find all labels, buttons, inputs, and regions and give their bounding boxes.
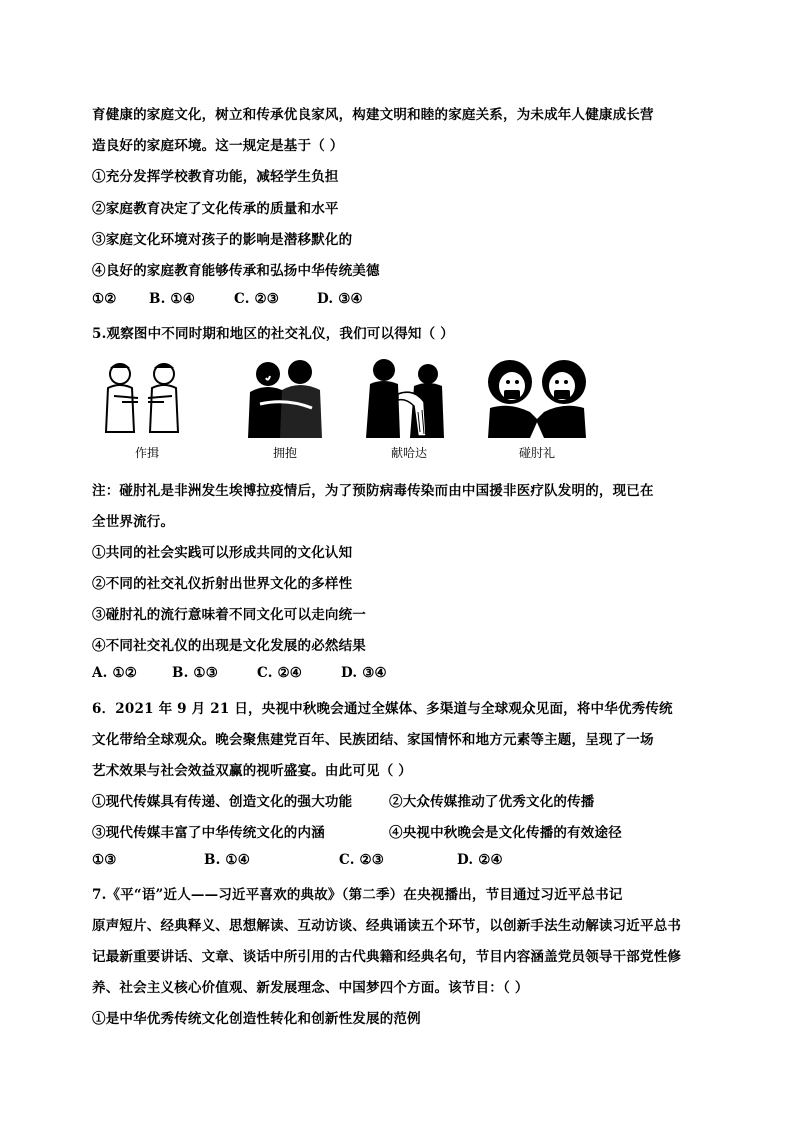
q6-stem-line-1: 6．2021 年 9 月 21 日，央视中秋晚会通过全媒体、多渠道与全球观众见面，将中华优秀传统 [92,701,673,717]
xianhada-illustration [354,352,464,442]
q4-option-b: B. ①④ [149,291,196,307]
q7-stem-line-1: 7.《平“语”近人——习近平喜欢的典故》（第二季）在央视播出，节目通过习近平总书记 [92,887,623,903]
q4-option-c: C. ②③ [234,291,280,307]
intro-line-1: 育健康的家庭文化，树立和传承优良家风，构建文明和睦的家庭关系，为未成年人健康成长营 [92,107,654,123]
q4-statement-1: ①充分发挥学校教育功能，减轻学生负担 [92,169,339,185]
q7-stem-line-2: 原声短片、经典释义、思想解读、互动访谈、经典诵读五个环节，以创新手法生动解读习近平总书 [92,918,682,934]
q6-statements-row-2 [92,821,622,841]
caption-pengzhouli: 碰肘礼 [518,446,555,460]
xianhada-panel [354,352,464,462]
q5-note-line-1: 注：碰肘礼是非洲发生埃博拉疫情后，为了预防病毒传染而由中国援非医疗队发明的，现已在 [92,483,654,499]
pengzhouli-panel [482,352,592,462]
q4-options [92,291,363,307]
q5-stem: 5.观察图中不同时期和地区的社交礼仪，我们可以得知（ ） [92,326,454,342]
q5-statement-4: ④不同社交礼仪的出现是文化发展的必然结果 [92,638,366,654]
q7-stem-line-3: 记最新重要讲话、文章、谈话中所引用的古代典籍和经典名句，节目内容涵盖党员领导干部党性修 [92,949,682,965]
q6-option-a: ①③ [92,852,117,868]
q5-note-line-2: 全世界流行。 [92,514,175,530]
q5-options [92,665,387,681]
caption-xianhada: 献哈达 [390,446,427,460]
q5-statement-3: ③碰肘礼的流行意味着不同文化可以走向统一 [92,607,366,623]
q6-stem-line-2: 文化带给全球观众。晚会聚焦建党百年、民族团结、家国情怀和地方元素等主题，呈现了一场 [92,732,654,748]
zuoyi-illustration [92,352,202,442]
caption-zuoyi: 作揖 [134,446,159,460]
q4-option-a: ①② [92,291,117,307]
q6-statement-2: ②大众传媒推动了优秀文化的传播 [389,794,595,810]
q6-statement-4: ④央视中秋晚会是文化传播的有效途径 [389,825,622,841]
zuoyi-panel [92,352,202,462]
yongbao-panel [230,352,340,462]
q6-statement-3: ③现代传媒丰富了中华传统文化的内涵 [92,825,325,841]
q6-options [92,852,503,868]
yongbao-illustration [230,352,340,442]
q5-option-c: C. ②④ [257,665,303,681]
q6-statement-1: ①现代传媒具有传递、创造文化的强大功能 [92,794,353,810]
q6-statements-row-1 [92,790,595,810]
q6-option-c: C. ②③ [339,852,385,868]
intro-line-2: 造良好的家庭环境。这一规定是基于（ ） [92,138,344,154]
caption-yongbao: 拥抱 [272,446,297,460]
q5-option-d: D. ③④ [341,665,387,681]
q4-statement-3: ③家庭文化环境对孩子的影响是潜移默化的 [92,232,353,248]
q6-option-d: D. ②④ [457,852,503,868]
q5-statement-1: ①共同的社会实践可以形成共同的文化认知 [92,545,353,561]
pengzhouli-illustration [482,352,592,442]
q4-option-d: D. ③④ [317,291,363,307]
q5-option-b: B. ①③ [172,665,219,681]
etiquette-figure [92,352,612,462]
q6-option-b: B. ①④ [204,852,251,868]
q6-stem-line-3: 艺术效果与社会效益双赢的视听盛宴。由此可见（ ） [92,763,412,779]
q4-statement-4: ④良好的家庭教育能够传承和弘扬中华传统美德 [92,263,380,279]
q4-statement-2: ②家庭教育决定了文化传承的质量和水平 [92,201,339,217]
q5-statement-2: ②不同的社交礼仪折射出世界文化的多样性 [92,576,353,592]
q5-option-a: A. ①② [92,665,138,681]
q7-statement-1: ①是中华优秀传统文化创造性转化和创新性发展的范例 [92,1011,421,1027]
q7-stem-line-4: 养、社会主义核心价值观、新发展理念、中国梦四个方面。该节目：（ ） [92,980,529,996]
